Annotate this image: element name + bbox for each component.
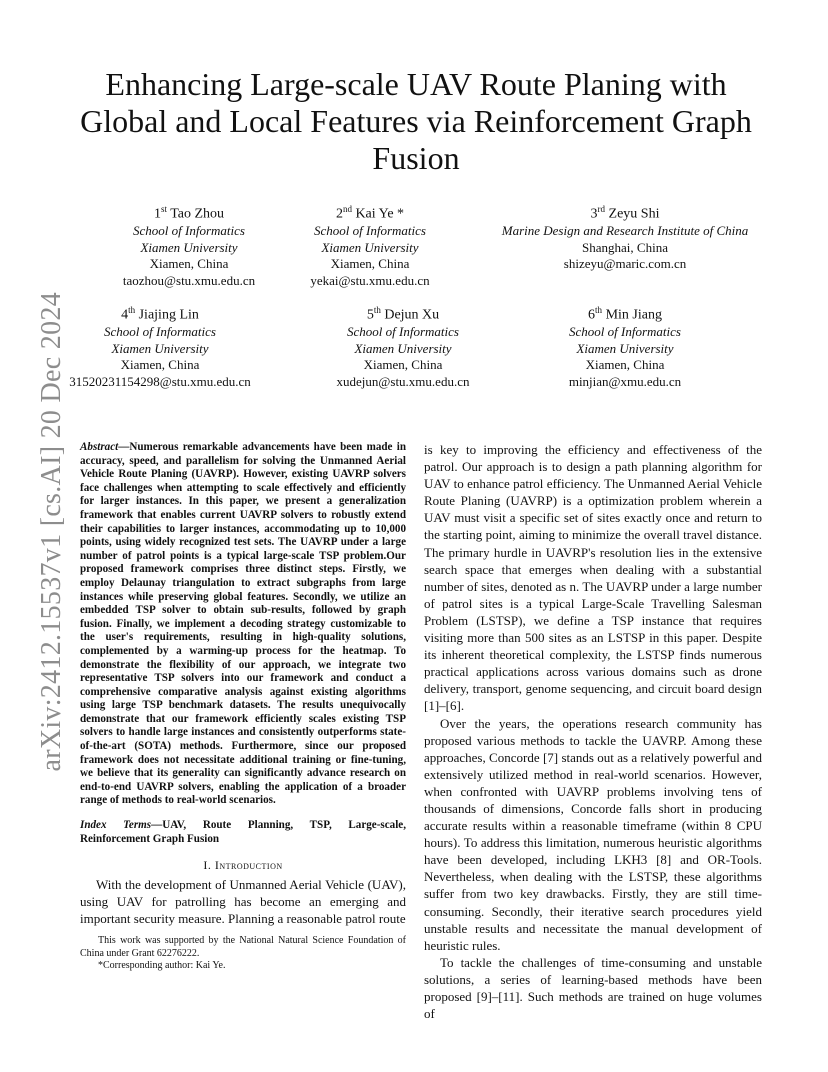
author-name: 3rd Zeyu Shi [590,204,660,222]
paper-title: Enhancing Large-scale UAV Route Planing with Global and Local Features via Reinforcement Graph Fusion [80,66,752,176]
author-block-2 [290,201,450,289]
author-location: Xiamen, China [585,357,665,373]
author-location: Xiamen, China [363,357,443,373]
author-email: minjian@xmu.edu.cn [568,373,682,389]
author-univ: Xiamen University [354,340,452,356]
abstract-text: —Numerous remarkable advancements have been made in accuracy, speed, and parallelism for solving the Unmanned Aerial Vehicle Route Planing (UAVRP). However, existing UAVRP solvers face challenges when attempting to scale effectively and efficiently for larger instances. In this paper, we present a generalization framework that enables current UAVRP solvers to robustly extend their capabilities to larger instances, accommodating up to 10,000 points, using widely recognized test sets. The UAVRP under a large number of patrol points is a typical large-scale TSP problem.Our proposed framework comprises three distinct steps. Firstly, we employ Delaunay triangulation to extract subgraphs from large instances while preserving global features. Secondly, we utilize an embedded TSP solver to obtain sub-results, followed by graph fusion. Finally, we implement a decoding strategy customizable to the user's requirements, resulting in high-quality solutions, complemented by a warming-up process for the heatmap. To demonstrate the flexibility of our approach, we integrate two representative TSP solvers into our framework and conduct a comprehensive comparative analysis against existing algorithms using large TSP benchmark datasets. The results unequivocally demonstrate that our framework efficiently scales existing TSP solvers to handle large instances and consistently outperforms state-of-the-art (SOTA) methods. Furthermore, since our proposed framework does not necessitate additional training or fine-tuning, we believe that its generality can significantly advance research on end-to-end UAVRP solvers, enabling the application of a broader range of methods to real-world scenarios. [80,441,406,807]
index-terms-text: —UAV, Route Planning, TSP, Large-scale, Reinforcement Graph Fusion [80,819,406,845]
author-email: taozhou@stu.xmu.edu.cn [122,272,256,288]
right-column [424,441,762,1022]
author-block-5 [318,302,488,390]
author-email: 31520231154298@stu.xmu.edu.cn [69,373,251,389]
author-email: yekai@stu.xmu.edu.cn [310,272,430,288]
author-location: Xiamen, China [149,256,229,272]
intro-paragraph-1: is key to improving the efficiency and effectiveness of the patrol. Our approach is to design a path planning algorithm for UAV to enhance patrol efficiency. The Unmanned Aerial Vehicle Route Planing (UAVRP) is a optimization problem wherein a UAV must visit a specific set of sites exactly once and return to the starting point, aiming to minimize the overall travel distance. The primary hurdle in UAVRP's resolution lies in the extensive search space that emerges when dealing with a substantial number of sites, denoted as n. The UAVRP under a large number of patrol sites is a typical Large-Scale Travelling Salesman Problem (LSTSP), we define a TSP instance that requires visiting more than 500 sites as an LSTSP in this paper. Despite its inherent theoretical complexity, the LSTSP finds numerous practical applications across various domains such as drone delivery, transport, genome sequencing, and circuit board design [1]–[6]. [424,442,762,714]
author-dept: School of Informatics [104,324,216,340]
author-univ: Xiamen University [140,239,238,255]
author-email: xudejun@stu.xmu.edu.cn [336,373,470,389]
author-univ: Xiamen University [576,340,674,356]
author-univ: Xiamen University [111,340,209,356]
author-block-6 [540,302,710,390]
intro-paragraph-left: With the development of Unmanned Aerial Vehicle (UAV), using UAV for patrolling has become an emerging and important security measure. Planning a reasonable patrol route [80,877,406,926]
abstract-label: Abstract [80,441,119,453]
author-email: shizeyu@maric.com.cn [563,256,687,272]
author-dept: School of Informatics [569,324,681,340]
author-dept: Marine Design and Research Institute of China [501,223,749,239]
author-block-3 [480,201,770,273]
author-block-1 [100,201,278,289]
index-terms-label: Index Terms [80,819,152,831]
author-name: 2nd Kai Ye * [335,204,405,222]
abstract [80,441,406,808]
author-dept: School of Informatics [133,223,245,239]
author-name: 6th Min Jiang [588,305,662,323]
intro-paragraph-2: Over the years, the operations research community has proposed various methods to tackle the UAVRP. Among these approaches, Concorde [7] stands out as a relatively powerful and extensively utilized method in real-world scenarios. However, when confronted with UAVRP problems involving tens of thousands of dimensions, Concorde falls short in producing accurate results within a reasonable timeframe (within 8 CPU hours). To address this limitation, numerous heuristic algorithms have been developed, including LKH3 [8] and OR-Tools. Nevertheless, when dealing with the LSTSP, these algorithms suffer from two key drawbacks. Firstly, they are still time-consuming. Secondly, their iterative search procedures yield unstable results and necessitate the manual development of heuristic rules. [424,715,762,953]
funding-footnote: This work was supported by the National Natural Science Foundation of China under Grant 62276222. [80,935,406,959]
author-name: 1st Tao Zhou [153,204,225,222]
section-heading-introduction: I. Introduction [203,858,283,872]
author-name: 5th Dejun Xu [366,305,440,323]
author-location: Xiamen, China [330,256,410,272]
author-dept: School of Informatics [314,223,426,239]
author-name: 4th Jiajing Lin [121,305,199,323]
index-terms [80,819,406,846]
intro-paragraph-3: To tackle the challenges of time-consuming and unstable solutions, a series of learning-based methods have been proposed [9]–[11]. Such methods are trained on huge volumes of [424,954,762,1022]
author-univ: Xiamen University [321,239,419,255]
arxiv-id-text: arXiv:2412.15537v1 [cs.AI] 20 Dec 2024 [36,292,67,772]
author-dept: School of Informatics [347,324,459,340]
author-location: Shanghai, China [582,239,668,255]
corresponding-author-footnote: *Corresponding author: Kai Ye. [98,960,226,971]
author-block-4 [60,302,260,390]
author-location: Xiamen, China [120,357,200,373]
arxiv-side-identifier [0,0,67,1072]
